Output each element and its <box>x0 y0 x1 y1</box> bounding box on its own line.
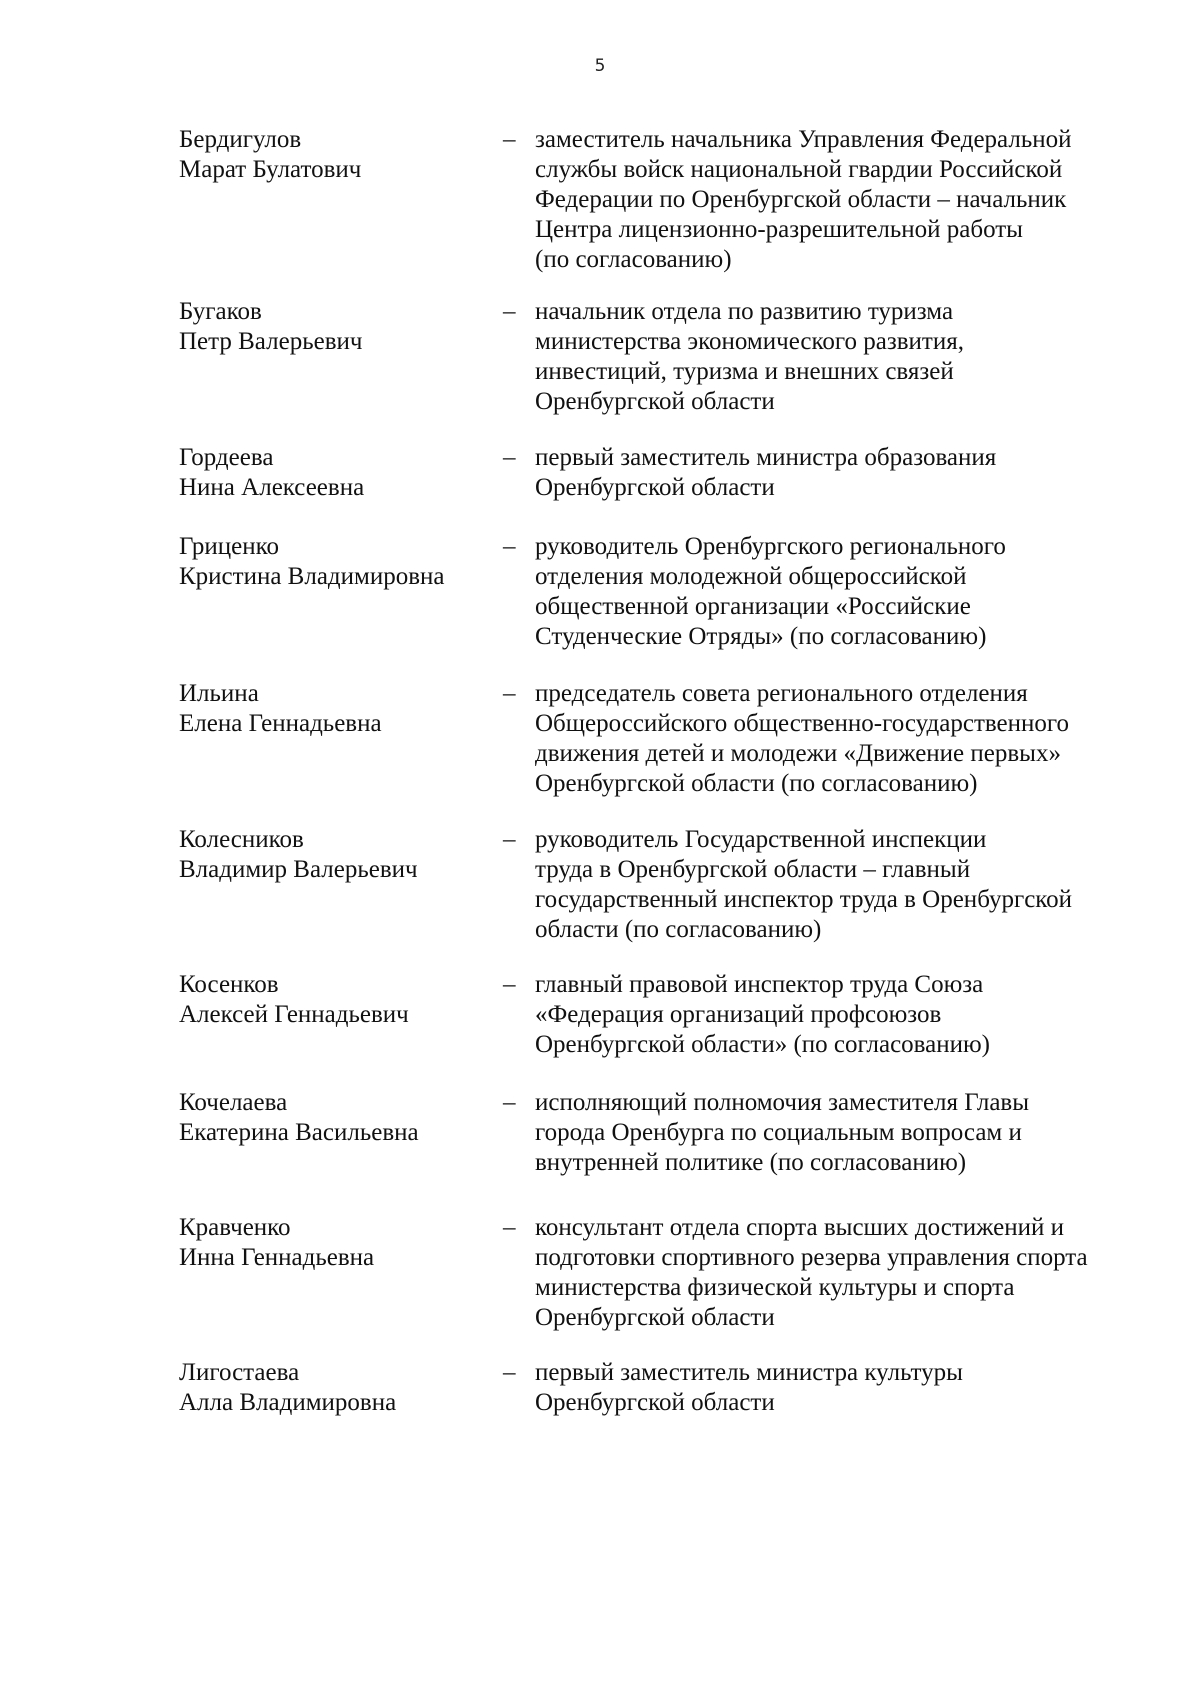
member-position <box>535 1213 1175 1333</box>
position-line: движения детей и молодежи «Движение первых» <box>535 740 1061 767</box>
position-line: Оренбургской области (по согласованию) <box>535 770 978 797</box>
member-given-names: Нина Алексеевна <box>179 474 365 501</box>
position-line: исполняющий полномочия заместителя Главы <box>535 1089 1030 1116</box>
member-position <box>535 532 1175 652</box>
position-line: службы войск национальной гвардии Российской <box>535 156 1063 183</box>
separator-dash: – <box>503 126 516 153</box>
position-line: «Федерация организаций профсоюзов <box>535 1001 942 1028</box>
member-name <box>179 1358 499 1418</box>
member-given-names: Кристина Владимировна <box>179 563 445 590</box>
member-surname: Гриценко <box>179 533 279 560</box>
member-given-names: Марат Булатович <box>179 156 362 183</box>
member-name <box>179 125 499 185</box>
member-name <box>179 679 499 739</box>
member-surname: Гордеева <box>179 444 274 471</box>
position-line: отделения молодежной общероссийской <box>535 563 967 590</box>
member-surname: Бугаков <box>179 298 262 325</box>
member-name <box>179 297 499 357</box>
position-line: руководитель Оренбургского регионального <box>535 533 1006 560</box>
member-name <box>179 970 499 1030</box>
position-line: Федерации по Оренбургской области – начальник <box>535 186 1067 213</box>
member-name <box>179 532 499 592</box>
position-line: подготовки спортивного резерва управления спорта <box>535 1244 1088 1271</box>
member-surname: Колесников <box>179 826 304 853</box>
position-line: министерства экономического развития, <box>535 328 964 355</box>
member-position <box>535 679 1175 799</box>
member-given-names: Алексей Геннадьевич <box>179 1001 409 1028</box>
separator-dash: – <box>503 826 516 853</box>
position-line: (по согласованию) <box>535 246 732 273</box>
member-name <box>179 1213 499 1273</box>
member-surname: Бердигулов <box>179 126 302 153</box>
position-line: главный правовой инспектор труда Союза <box>535 971 984 998</box>
page-number: 5 <box>594 56 606 76</box>
separator-dash: – <box>503 971 516 998</box>
member-position <box>535 825 1175 945</box>
member-position <box>535 970 1175 1060</box>
member-given-names: Владимир Валерьевич <box>179 856 418 883</box>
member-surname: Кочелаева <box>179 1089 288 1116</box>
position-line: области (по согласованию) <box>535 916 822 943</box>
separator-dash: – <box>503 1359 516 1386</box>
member-name <box>179 443 499 503</box>
member-position <box>535 125 1175 275</box>
position-line: руководитель Государственной инспекции <box>535 826 987 853</box>
separator-dash: – <box>503 1089 516 1116</box>
position-line: Студенческие Отряды» (по согласованию) <box>535 623 987 650</box>
position-line: внутренней политике (по согласованию) <box>535 1149 967 1176</box>
separator-dash: – <box>503 1214 516 1241</box>
separator-dash: – <box>503 298 516 325</box>
member-name <box>179 825 499 885</box>
separator-dash: – <box>503 680 516 707</box>
member-position <box>535 443 1175 503</box>
member-position <box>535 1358 1175 1418</box>
position-line: Оренбургской области <box>535 1304 775 1331</box>
position-line: первый заместитель министра культуры <box>535 1359 963 1386</box>
position-line: Общероссийского общественно-государственного <box>535 710 1070 737</box>
member-given-names: Алла Владимировна <box>179 1389 397 1416</box>
position-line: труда в Оренбургской области – главный <box>535 856 971 883</box>
member-surname: Ильина <box>179 680 259 707</box>
member-surname: Лигостаева <box>179 1359 300 1386</box>
member-given-names: Елена Геннадьевна <box>179 710 382 737</box>
separator-dash: – <box>503 533 516 560</box>
position-line: Оренбургской области» (по согласованию) <box>535 1031 991 1058</box>
separator-dash: – <box>503 444 516 471</box>
position-line: города Оренбурга по социальным вопросам и <box>535 1119 1022 1146</box>
position-line: Центра лицензионно-разрешительной работы <box>535 216 1023 243</box>
position-line: начальник отдела по развитию туризма <box>535 298 954 325</box>
position-line: консультант отдела спорта высших достижений и <box>535 1214 1064 1241</box>
member-given-names: Екатерина Васильевна <box>179 1119 419 1146</box>
position-line: Оренбургской области <box>535 1389 775 1416</box>
member-name <box>179 1088 499 1148</box>
position-line: председатель совета регионального отделения <box>535 680 1028 707</box>
position-line: инвестиций, туризма и внешних связей <box>535 358 954 385</box>
position-line: первый заместитель министра образования <box>535 444 997 471</box>
position-line: общественной организации «Российские <box>535 593 971 620</box>
position-line: заместитель начальника Управления Федеральной <box>535 126 1072 153</box>
member-given-names: Инна Геннадьевна <box>179 1244 375 1271</box>
position-line: государственный инспектор труда в Оренбургской <box>535 886 1073 913</box>
position-line: министерства физической культуры и спорта <box>535 1274 1015 1301</box>
member-position <box>535 297 1175 417</box>
position-line: Оренбургской области <box>535 388 775 415</box>
member-surname: Косенков <box>179 971 279 998</box>
position-line: Оренбургской области <box>535 474 775 501</box>
member-position <box>535 1088 1175 1178</box>
member-surname: Кравченко <box>179 1214 291 1241</box>
member-given-names: Петр Валерьевич <box>179 328 363 355</box>
